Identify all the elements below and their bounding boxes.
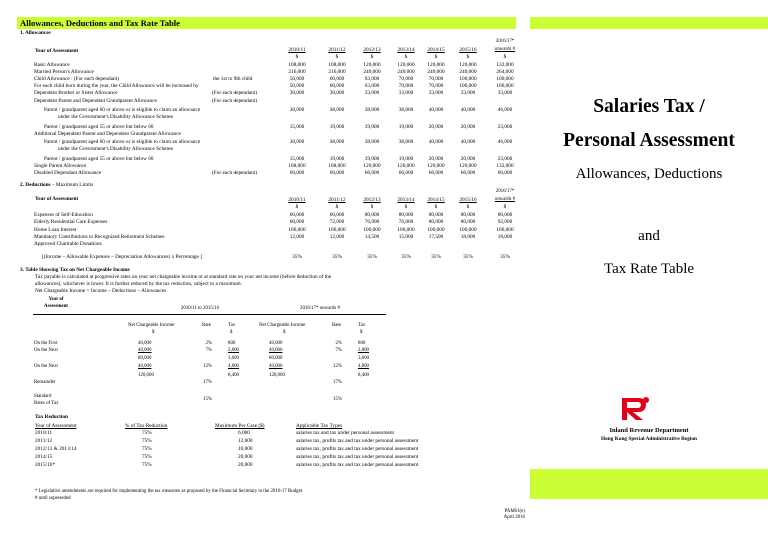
deduction-value: 92,000 <box>497 219 513 225</box>
col-rate: Rate <box>332 323 341 328</box>
allowance-value: 66,000 <box>497 170 513 176</box>
cover-subtitle-3: Tax Rate Table <box>603 261 695 277</box>
rate-value: 12% <box>203 364 212 369</box>
year-header: 2015/16 <box>459 47 477 53</box>
allowance-value: 46,000 <box>497 139 513 145</box>
deduction-value: 72,000 <box>329 219 345 225</box>
nci-value: 40,000 <box>138 348 152 353</box>
allowance-value: 40,000 <box>460 107 476 113</box>
allowance-row-label: Parent / grandparent aged 55 or above but below 60 <box>44 156 154 162</box>
allowance-value: 66,000 <box>428 170 444 176</box>
reduction-cell: salaries tax, profits tax and tax under personal assessment <box>296 462 419 468</box>
allowance-value: 108,000 <box>328 62 346 68</box>
reduction-cell: 75% <box>142 430 152 436</box>
tax-value: 4,800 <box>358 364 370 369</box>
tax-band-label: On the Next <box>34 364 58 369</box>
col-tax: Tax <box>228 323 236 328</box>
allowance-value: 120,000 <box>459 62 477 68</box>
allowance-value: 63,000 <box>364 83 380 89</box>
nci-value: 120,000 <box>138 373 154 378</box>
allowance-value: 60,000 <box>289 170 305 176</box>
allowance-value: 30,000 <box>289 139 305 145</box>
allowance-value: 60,000 <box>329 170 345 176</box>
year-header: 2011/12 <box>328 47 346 53</box>
deduction-value: 35% <box>332 254 342 260</box>
year-header: 2013/14 <box>397 197 415 203</box>
allowance-value: 100,000 <box>496 83 514 89</box>
rate-value: 17% <box>333 380 342 385</box>
allowance-value: 240,000 <box>397 69 415 75</box>
currency-label: $ <box>466 54 470 60</box>
allowance-value: 19,000 <box>398 156 414 162</box>
region-name: Hong Kong Special Administrative Region <box>601 436 697 442</box>
year-header: 2012/13 <box>363 197 381 203</box>
currency-label: $ <box>335 54 339 60</box>
allowance-row-label: Additional Dependent Parent and Dependent Grandparent Allowance <box>34 131 181 137</box>
year-header-last-bottom: onwards # <box>494 197 516 202</box>
deduction-value: 35% <box>292 254 302 260</box>
deduction-value: 12,000 <box>329 234 345 240</box>
reduction-cell: 2015/16* <box>35 462 56 468</box>
footnote-2: # until superseded <box>35 496 71 501</box>
sec3-para-1: Tax payable is calculated at progressive rates on your net chargeable income or at standard rate on your net income (before deduction of the <box>35 274 332 280</box>
tax-value: 2,800 <box>358 348 370 353</box>
reduction-cell: 2012/13 & 2013/14 <box>35 446 77 452</box>
deduction-value: 15,000 <box>398 234 414 240</box>
deduction-value: 80,000 <box>398 212 414 218</box>
allowance-row-label: Parent / grandparent aged 60 or above or is eligible to claim an allowance <box>44 139 201 145</box>
allowance-value: 120,000 <box>363 62 381 68</box>
tax-reduction-heading: Tax Reduction <box>35 414 68 420</box>
col-rate: Rate <box>202 323 211 328</box>
cover-subtitle-1: Allowances, Deductions <box>575 166 723 182</box>
nci-value: 40,000 <box>269 341 283 346</box>
reduction-cell: salaries tax, profits tax and tax under personal assessment <box>296 446 419 452</box>
allowance-value: 19,000 <box>329 156 345 162</box>
year-header: 2013/14 <box>397 47 415 53</box>
deduction-value: 18,000 <box>460 234 476 240</box>
currency-label: $ <box>370 54 374 60</box>
allowance-row-note: (For each dependant) <box>212 170 258 176</box>
currency-label: $ <box>434 54 438 60</box>
deduction-value: 60,000 <box>289 219 305 225</box>
rate-value: 17% <box>203 380 212 385</box>
currency-label: $ <box>404 54 408 60</box>
currency-label: $ <box>466 204 470 210</box>
allowance-row-label: Dependent Parent and Dependent Grandparent Allowance <box>34 98 157 104</box>
allowance-value: 19,000 <box>364 156 380 162</box>
allowance-value: 70,000 <box>428 83 444 89</box>
deduction-value: 17,500 <box>428 234 444 240</box>
footnote-1: * Legislative amendments are required for implementing the tax measures as proposed by the Financial Secretary in the 2016-17 Budget. <box>35 489 304 494</box>
reduction-cell: 6,000 <box>238 430 250 436</box>
deduction-value: 80,000 <box>428 212 444 218</box>
deduction-row-label: Elderly Residential Care Expenses <box>34 219 108 225</box>
allowance-value: 108,000 <box>328 163 346 169</box>
allowance-value: 40,000 <box>428 139 444 145</box>
reduction-cell: salaries tax, profits tax and tax under personal assessment <box>296 454 419 460</box>
deduction-value: 76,000 <box>364 219 380 225</box>
sec3-para-2: allowances), whichever is lower. It is further reduced by the tax reduction, subject to a maximum. <box>35 281 242 287</box>
allowance-row-label: under the Government's Disability Allowance Scheme <box>58 114 173 120</box>
deduction-value: 80,000 <box>460 219 476 225</box>
deduction-value: 100,000 <box>363 227 381 233</box>
allowance-value: 120,000 <box>397 163 415 169</box>
allowance-value: 100,000 <box>459 76 477 82</box>
allowance-row-label: Parent / grandparent aged 55 or above but below 60 <box>44 124 154 130</box>
year-header: 2015/16 <box>459 197 477 203</box>
nci-value: 40,000 <box>138 364 152 369</box>
currency-label: $ <box>360 330 363 335</box>
allowance-value: 70,000 <box>428 76 444 82</box>
deduction-value: 12,000 <box>289 234 305 240</box>
nci-value: 40,000 <box>138 341 152 346</box>
allowance-value: 38,000 <box>329 107 345 113</box>
year-header-last-bottom: onwards # <box>494 47 516 52</box>
deduction-value: 80,000 <box>460 212 476 218</box>
reduction-cell: 12,000 <box>238 438 253 444</box>
allowance-value: 66,000 <box>364 170 380 176</box>
deduction-value: 35% <box>367 254 377 260</box>
allowance-row-note: the 1st to 9th child <box>213 76 253 82</box>
section-2-subtitle: – Maximum Limits <box>50 182 94 188</box>
period-2: 2016/17* onwards # <box>300 306 340 311</box>
allowance-value: 38,000 <box>398 139 414 145</box>
reduction-cell: 20,000 <box>238 462 253 468</box>
currency-label: $ <box>335 204 339 210</box>
tax-band-label: On the Next <box>34 348 58 353</box>
tax-value: 3,600 <box>228 356 240 361</box>
deduction-value: 18,000 <box>497 234 513 240</box>
allowance-value: 33,000 <box>460 90 476 96</box>
currency-label: $ <box>370 204 374 210</box>
rate-value: 7% <box>205 348 212 353</box>
currency-label: $ <box>434 204 438 210</box>
yoa-label-2: Assessment <box>44 304 68 309</box>
allowance-row-label: Dependent Brother or Sister Allowance <box>34 90 118 96</box>
reduction-cell: 75% <box>142 446 152 452</box>
reduction-header: Year of Assessment <box>35 423 77 429</box>
allowance-value: 100,000 <box>459 83 477 89</box>
allowance-value: 240,000 <box>427 69 445 75</box>
year-header: 2014/15 <box>427 47 445 53</box>
allowance-value: 120,000 <box>363 163 381 169</box>
allowance-value: 30,000 <box>329 90 345 96</box>
reduction-cell: salaries tax and tax under personal assessment <box>296 430 394 436</box>
ird-logo-icon <box>619 394 655 422</box>
col-net-chargeable-income: Net Chargeable Income <box>128 323 175 328</box>
allowance-row-note: (For each dependant) <box>212 98 258 104</box>
allowance-value: 20,000 <box>428 124 444 130</box>
reduction-cell: 75% <box>142 454 152 460</box>
allowance-row-label: For each child born during the year, the Child Allowance will be increased by <box>34 83 199 89</box>
allowance-row-label: Parent / grandparent aged 60 or above or is eligible to claim an allowance <box>44 107 201 113</box>
allowance-value: 70,000 <box>398 76 414 82</box>
year-header-last-top: 2016/17* <box>495 189 515 194</box>
allowance-value: 132,000 <box>496 163 514 169</box>
period-1: 2010/11 to 2015/16 <box>180 306 220 311</box>
cover-title-line-1: Salaries Tax / <box>593 96 705 117</box>
deduction-value: 60,000 <box>329 212 345 218</box>
col-tax: Tax <box>358 323 366 328</box>
allowance-value: 100,000 <box>496 76 514 82</box>
allowance-row-label: Disabled Dependant Allowance <box>34 170 102 176</box>
section-2-heading <box>20 182 93 189</box>
allowance-value: 50,000 <box>289 83 305 89</box>
nci-value: 40,000 <box>269 348 283 353</box>
tax-value: 2,800 <box>228 348 240 353</box>
deduction-value: 35% <box>463 254 473 260</box>
nci-value: 80,000 <box>138 356 152 361</box>
allowance-value: 20,000 <box>460 156 476 162</box>
allowance-value: 23,000 <box>497 124 513 130</box>
deduction-value: 80,000 <box>364 212 380 218</box>
allowance-value: 23,000 <box>497 156 513 162</box>
page-title: Allowances, Deductions and Tax Rate Table <box>20 17 180 28</box>
allowance-value: 50,000 <box>289 76 305 82</box>
section-2-title: 2. Deductions <box>20 182 51 188</box>
deduction-row-label: Mandatory Contributions to Recognized Retirement Schemes <box>34 234 165 240</box>
sec3-para-3: Net Chargeable Income = Income – Deductions – Allowances <box>35 288 167 294</box>
allowance-value: 30,000 <box>289 107 305 113</box>
allowance-value: 63,000 <box>364 76 380 82</box>
currency-label: $ <box>404 204 408 210</box>
currency-label: $ <box>295 204 299 210</box>
cover-title-line-2: Personal Assessment <box>563 130 735 151</box>
reduction-cell: 10,000 <box>238 446 253 452</box>
currency-label: $ <box>230 330 233 335</box>
allowance-value: 40,000 <box>460 139 476 145</box>
allowance-value: 38,000 <box>329 139 345 145</box>
currency-label: $ <box>295 54 299 60</box>
allowance-value: 264,000 <box>496 69 514 75</box>
allowance-value: 20,000 <box>460 124 476 130</box>
tax-value: 3,600 <box>358 356 370 361</box>
sec1-year-label: Year of Assessment <box>35 48 79 54</box>
tax-value: 800 <box>358 341 366 346</box>
tax-value: 8,400 <box>358 373 370 378</box>
reduction-cell: 75% <box>142 462 152 468</box>
deduction-value: 60,000 <box>289 212 305 218</box>
allowance-value: 30,000 <box>289 90 305 96</box>
deduction-value: 100,000 <box>328 227 346 233</box>
allowance-value: 108,000 <box>288 62 306 68</box>
allowance-value: 33,000 <box>497 90 513 96</box>
rate-value: 2% <box>205 341 212 346</box>
reduction-cell: 2010/11 <box>35 430 53 436</box>
allowance-row-label: Basic Allowance <box>34 62 70 68</box>
deduction-value: 80,000 <box>497 212 513 218</box>
allowance-value: 240,000 <box>459 69 477 75</box>
allowance-value: 15,000 <box>289 156 305 162</box>
tax-band-label: Rates of Tax <box>34 401 59 406</box>
allowance-value: 60,000 <box>329 83 345 89</box>
allowance-value: 108,000 <box>288 163 306 169</box>
rate-value: 2% <box>335 341 342 346</box>
deduction-value: 100,000 <box>496 227 514 233</box>
deduction-row-label: Expenses of Self-Education <box>34 212 93 218</box>
year-header-last-top: 2016/17* <box>495 39 515 44</box>
department-name: Inland Revenue Department <box>609 427 689 434</box>
tax-band-label: On the First <box>34 341 58 346</box>
allowance-value: 38,000 <box>364 107 380 113</box>
allowance-value: 19,000 <box>398 124 414 130</box>
deduction-value: 35% <box>500 254 510 260</box>
currency-label: $ <box>283 330 286 335</box>
allowance-value: 38,000 <box>398 107 414 113</box>
reduction-cell: 75% <box>142 438 152 444</box>
rate-value: 12% <box>333 364 342 369</box>
deduction-value: 100,000 <box>459 227 477 233</box>
allowance-value: 60,000 <box>329 76 345 82</box>
reduction-header: Maximum Per Case ($) <box>215 423 265 429</box>
currency-label: $ <box>503 54 507 60</box>
reduction-cell: 2011/12 <box>35 438 53 444</box>
allowance-row-label: Child Allowance : (For each dependant) <box>34 76 119 82</box>
allowance-value: 216,000 <box>328 69 346 75</box>
cover-bottom-bar <box>530 469 768 499</box>
year-header: 2014/15 <box>427 197 445 203</box>
tax-band-label: Standard <box>34 394 52 399</box>
tax-value: 8,400 <box>228 373 240 378</box>
deduction-row-label: [(Income – Allowable Expenses – Depreciation Allowances) x Percentage ] <box>42 254 202 260</box>
allowance-value: 132,000 <box>496 62 514 68</box>
allowance-value: 46,000 <box>497 107 513 113</box>
year-header: 2011/12 <box>328 197 346 203</box>
allowance-value: 66,000 <box>398 170 414 176</box>
nci-value: 80,000 <box>269 356 283 361</box>
reduction-header: % of Tax Reduction <box>125 423 168 429</box>
deduction-value: 76,000 <box>398 219 414 225</box>
reduction-cell: 20,000 <box>238 454 253 460</box>
rate-value: 7% <box>335 348 342 353</box>
allowance-value: 33,000 <box>398 90 414 96</box>
section-1-heading: 1. Allowances <box>20 30 51 36</box>
allowance-value: 240,000 <box>363 69 381 75</box>
deduction-value: 35% <box>401 254 411 260</box>
allowance-value: 216,000 <box>288 69 306 75</box>
col-net-chargeable-income: Net Chargeable Income <box>259 323 306 328</box>
cover-top-bar <box>530 17 768 29</box>
allowance-value: 120,000 <box>427 163 445 169</box>
allowance-value: 33,000 <box>428 90 444 96</box>
yoa-label-1: Year of <box>48 297 64 302</box>
rate-value: 15% <box>203 397 212 402</box>
doc-date: April 2016 <box>503 515 525 520</box>
allowance-row-label: Married Person's Allowance <box>34 69 94 75</box>
allowance-row-note: (For each dependant) <box>212 90 258 96</box>
allowance-value: 120,000 <box>459 163 477 169</box>
allowance-value: 120,000 <box>427 62 445 68</box>
reduction-cell: 2014/15 <box>35 454 53 460</box>
allowance-value: 38,000 <box>364 139 380 145</box>
tax-value: 4,800 <box>228 364 240 369</box>
cover-subtitle-2: and <box>638 228 660 244</box>
allowance-value: 66,000 <box>460 170 476 176</box>
allowance-value: 19,000 <box>329 124 345 130</box>
allowance-value: 20,000 <box>428 156 444 162</box>
deduction-value: 100,000 <box>427 227 445 233</box>
allowance-value: 120,000 <box>397 62 415 68</box>
allowance-row-label: under the Government's Disability Allowance Scheme <box>58 146 173 152</box>
reduction-cell: salaries tax, profits tax and tax under personal assessment <box>296 438 419 444</box>
deduction-value: 100,000 <box>288 227 306 233</box>
allowance-value: 40,000 <box>428 107 444 113</box>
tax-band-label: Remainder <box>34 380 56 385</box>
deduction-value: 80,000 <box>428 219 444 225</box>
year-header: 2010/11 <box>288 197 306 203</box>
nci-value: 120,000 <box>269 373 285 378</box>
allowance-value: 70,000 <box>398 83 414 89</box>
currency-label: $ <box>503 204 507 210</box>
deduction-row-label: Approved Charitable Donations <box>34 241 102 247</box>
deduction-row-label: Home Loan Interest <box>34 227 77 233</box>
tax-value: 800 <box>228 341 236 346</box>
deduction-value: 100,000 <box>397 227 415 233</box>
allowance-value: 19,000 <box>364 124 380 130</box>
year-header: 2012/13 <box>363 47 381 53</box>
deduction-value: 14,500 <box>364 234 380 240</box>
year-header: 2010/11 <box>288 47 306 53</box>
nci-value: 40,000 <box>269 364 283 369</box>
currency-label: $ <box>152 330 155 335</box>
reduction-header: Applicable Tax Types <box>296 423 343 429</box>
deduction-value: 35% <box>431 254 441 260</box>
rate-value: 15% <box>333 397 342 402</box>
doc-code: PAM61(e) <box>504 509 525 514</box>
allowance-value: 33,000 <box>364 90 380 96</box>
section-3-heading: 3. Table Showing Tax on Net Chargeable Income <box>20 267 130 273</box>
sec2-year-label: Year of Assessment <box>35 196 79 202</box>
allowance-row-label: Single Parent Allowance <box>34 163 87 169</box>
allowance-value: 15,000 <box>289 124 305 130</box>
sec3-header-rule <box>33 314 386 315</box>
